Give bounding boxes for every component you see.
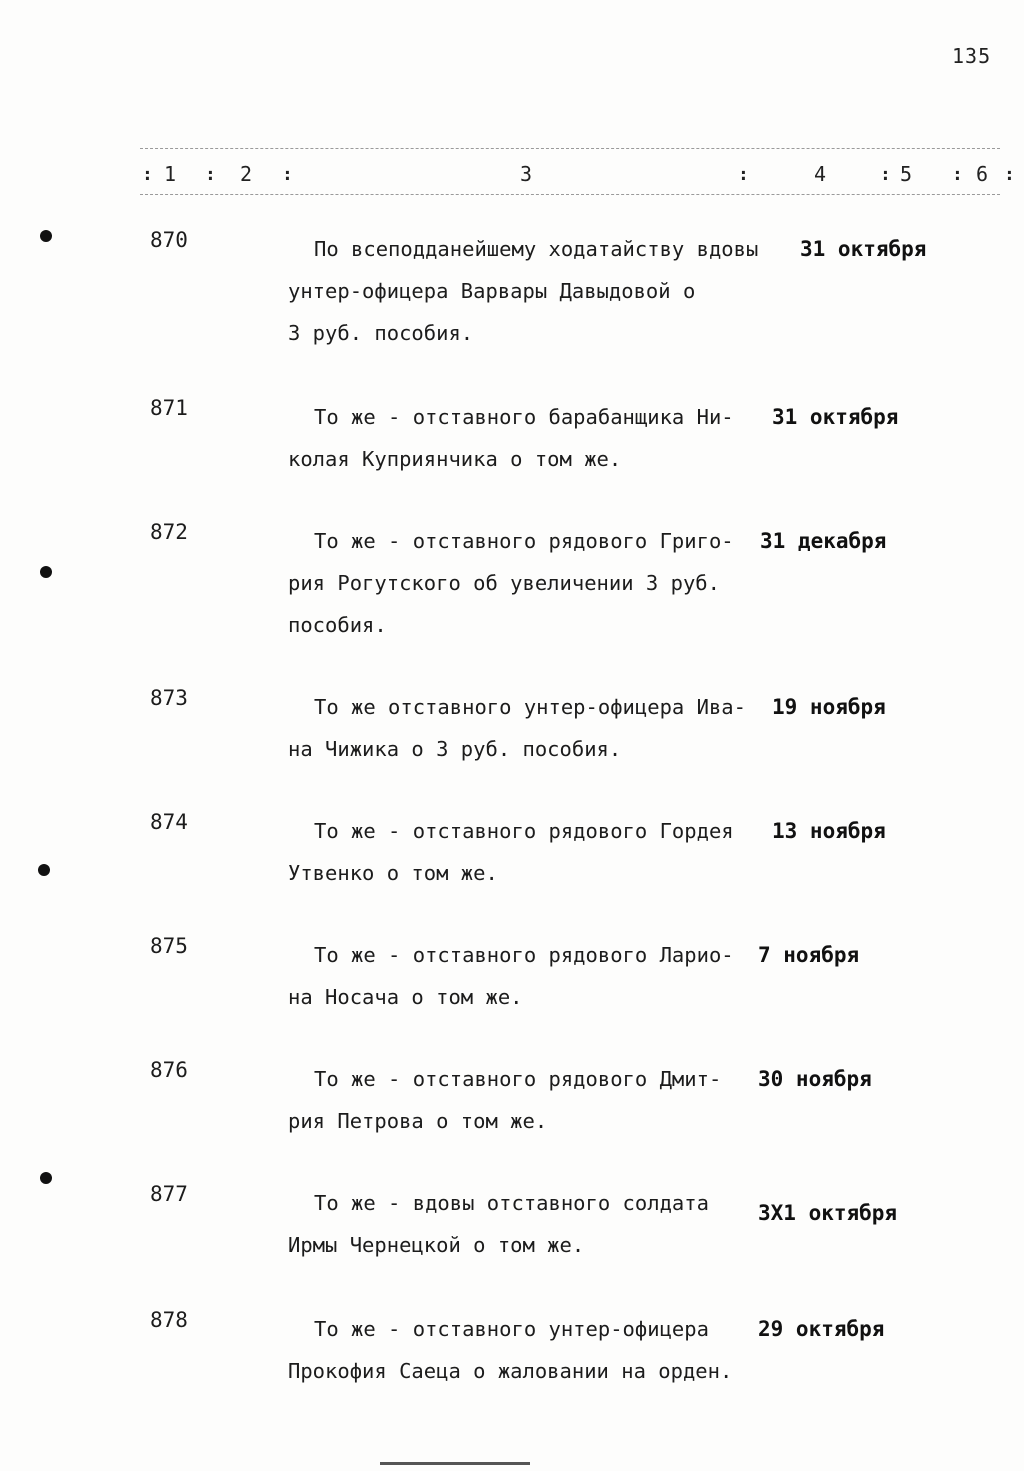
page-number: 135: [952, 44, 992, 68]
entry-description: [288, 686, 748, 770]
entry-date: 19 ноября: [772, 695, 886, 719]
entry-description-line: на Чижика о 3 руб. пособия.: [288, 737, 622, 761]
entry-date: 29 октября: [758, 1317, 885, 1341]
entry-description-line: унтер-офицера Варвары Давыдовой о: [288, 279, 696, 303]
header-rule-bottom: [140, 194, 1000, 195]
entry-number: 873: [150, 686, 188, 710]
punch-hole-mark: [38, 864, 50, 876]
column-separator: :: [282, 164, 293, 185]
entry-description-line: То же - отставного унтер-офицера: [314, 1317, 709, 1341]
entry-description-line: То же - отставного рядового Григо-: [314, 529, 734, 553]
entry-description-line: То же - отставного рядового Дмит-: [314, 1067, 722, 1091]
entry-number: 876: [150, 1058, 188, 1082]
column-separator: :: [142, 164, 153, 185]
entry-description-line: По всеподданейшему ходатайству вдовы: [314, 237, 759, 261]
column-separator: :: [738, 164, 749, 185]
entry-description-line: Утвенко о том же.: [288, 861, 498, 885]
entry-description: [288, 1058, 748, 1142]
punch-hole-mark: [40, 566, 52, 578]
column-header-2: 2: [240, 162, 253, 186]
entry-date: 3Х1 октября: [758, 1201, 898, 1225]
entry-description-line: То же - отставного рядового Гордея: [314, 819, 734, 843]
entry-description-line: То же отставного унтер-офицера Ива-: [314, 695, 746, 719]
bottom-edge-mark: [380, 1462, 530, 1465]
column-header-6: 6: [976, 162, 989, 186]
column-separator: :: [880, 164, 891, 185]
entry-date: 13 ноября: [772, 819, 886, 843]
column-header-4: 4: [814, 162, 827, 186]
column-header-5: 5: [900, 162, 913, 186]
column-separator: :: [952, 164, 963, 185]
entry-date: 31 декабря: [760, 529, 887, 553]
entry-description: [288, 934, 748, 1018]
punch-hole-mark: [40, 230, 52, 242]
entry-date: 7 ноября: [758, 943, 860, 967]
header-rule-top: [140, 148, 1000, 149]
column-separator: :: [205, 164, 216, 185]
entry-description-line: рия Петрова о том же.: [288, 1109, 548, 1133]
entry-description-line: Ирмы Чернецкой о том же.: [288, 1233, 585, 1257]
entry-description-line: 3 руб. пособия.: [288, 321, 474, 345]
entry-description-line: рия Рогутского об увеличении 3 руб.: [288, 571, 720, 595]
entry-description-line: Прокофия Саеца о жаловании на орден.: [288, 1359, 733, 1383]
entry-number: 870: [150, 228, 188, 252]
entry-description-line: на Носача о том же.: [288, 985, 523, 1009]
entry-number: 877: [150, 1182, 188, 1206]
entry-description-line: пособия.: [288, 613, 387, 637]
entry-description-line: То же - вдовы отставного солдата: [314, 1191, 709, 1215]
entry-number: 871: [150, 396, 188, 420]
entry-description: [288, 1182, 748, 1266]
entry-description-line: То же - отставного барабанщика Ни-: [314, 405, 734, 429]
entry-number: 875: [150, 934, 188, 958]
column-header-3: 3: [520, 162, 533, 186]
entry-description-line: То же - отставного рядового Ларио-: [314, 943, 734, 967]
entry-date: 30 ноября: [758, 1067, 872, 1091]
entry-description: [288, 810, 748, 894]
entry-description: [288, 228, 759, 354]
entry-date: 31 октября: [772, 405, 899, 429]
entry-number: 872: [150, 520, 188, 544]
punch-hole-mark: [40, 1172, 52, 1184]
column-separator: :: [1004, 164, 1015, 185]
entry-description: [288, 1308, 748, 1392]
entry-description: [288, 520, 748, 646]
entry-number: 874: [150, 810, 188, 834]
entry-date: 31 октября: [800, 237, 927, 261]
entry-number: 878: [150, 1308, 188, 1332]
entry-description: [288, 396, 748, 480]
entry-description-line: колая Куприянчика о том же.: [288, 447, 622, 471]
column-header-1: 1: [164, 162, 177, 186]
